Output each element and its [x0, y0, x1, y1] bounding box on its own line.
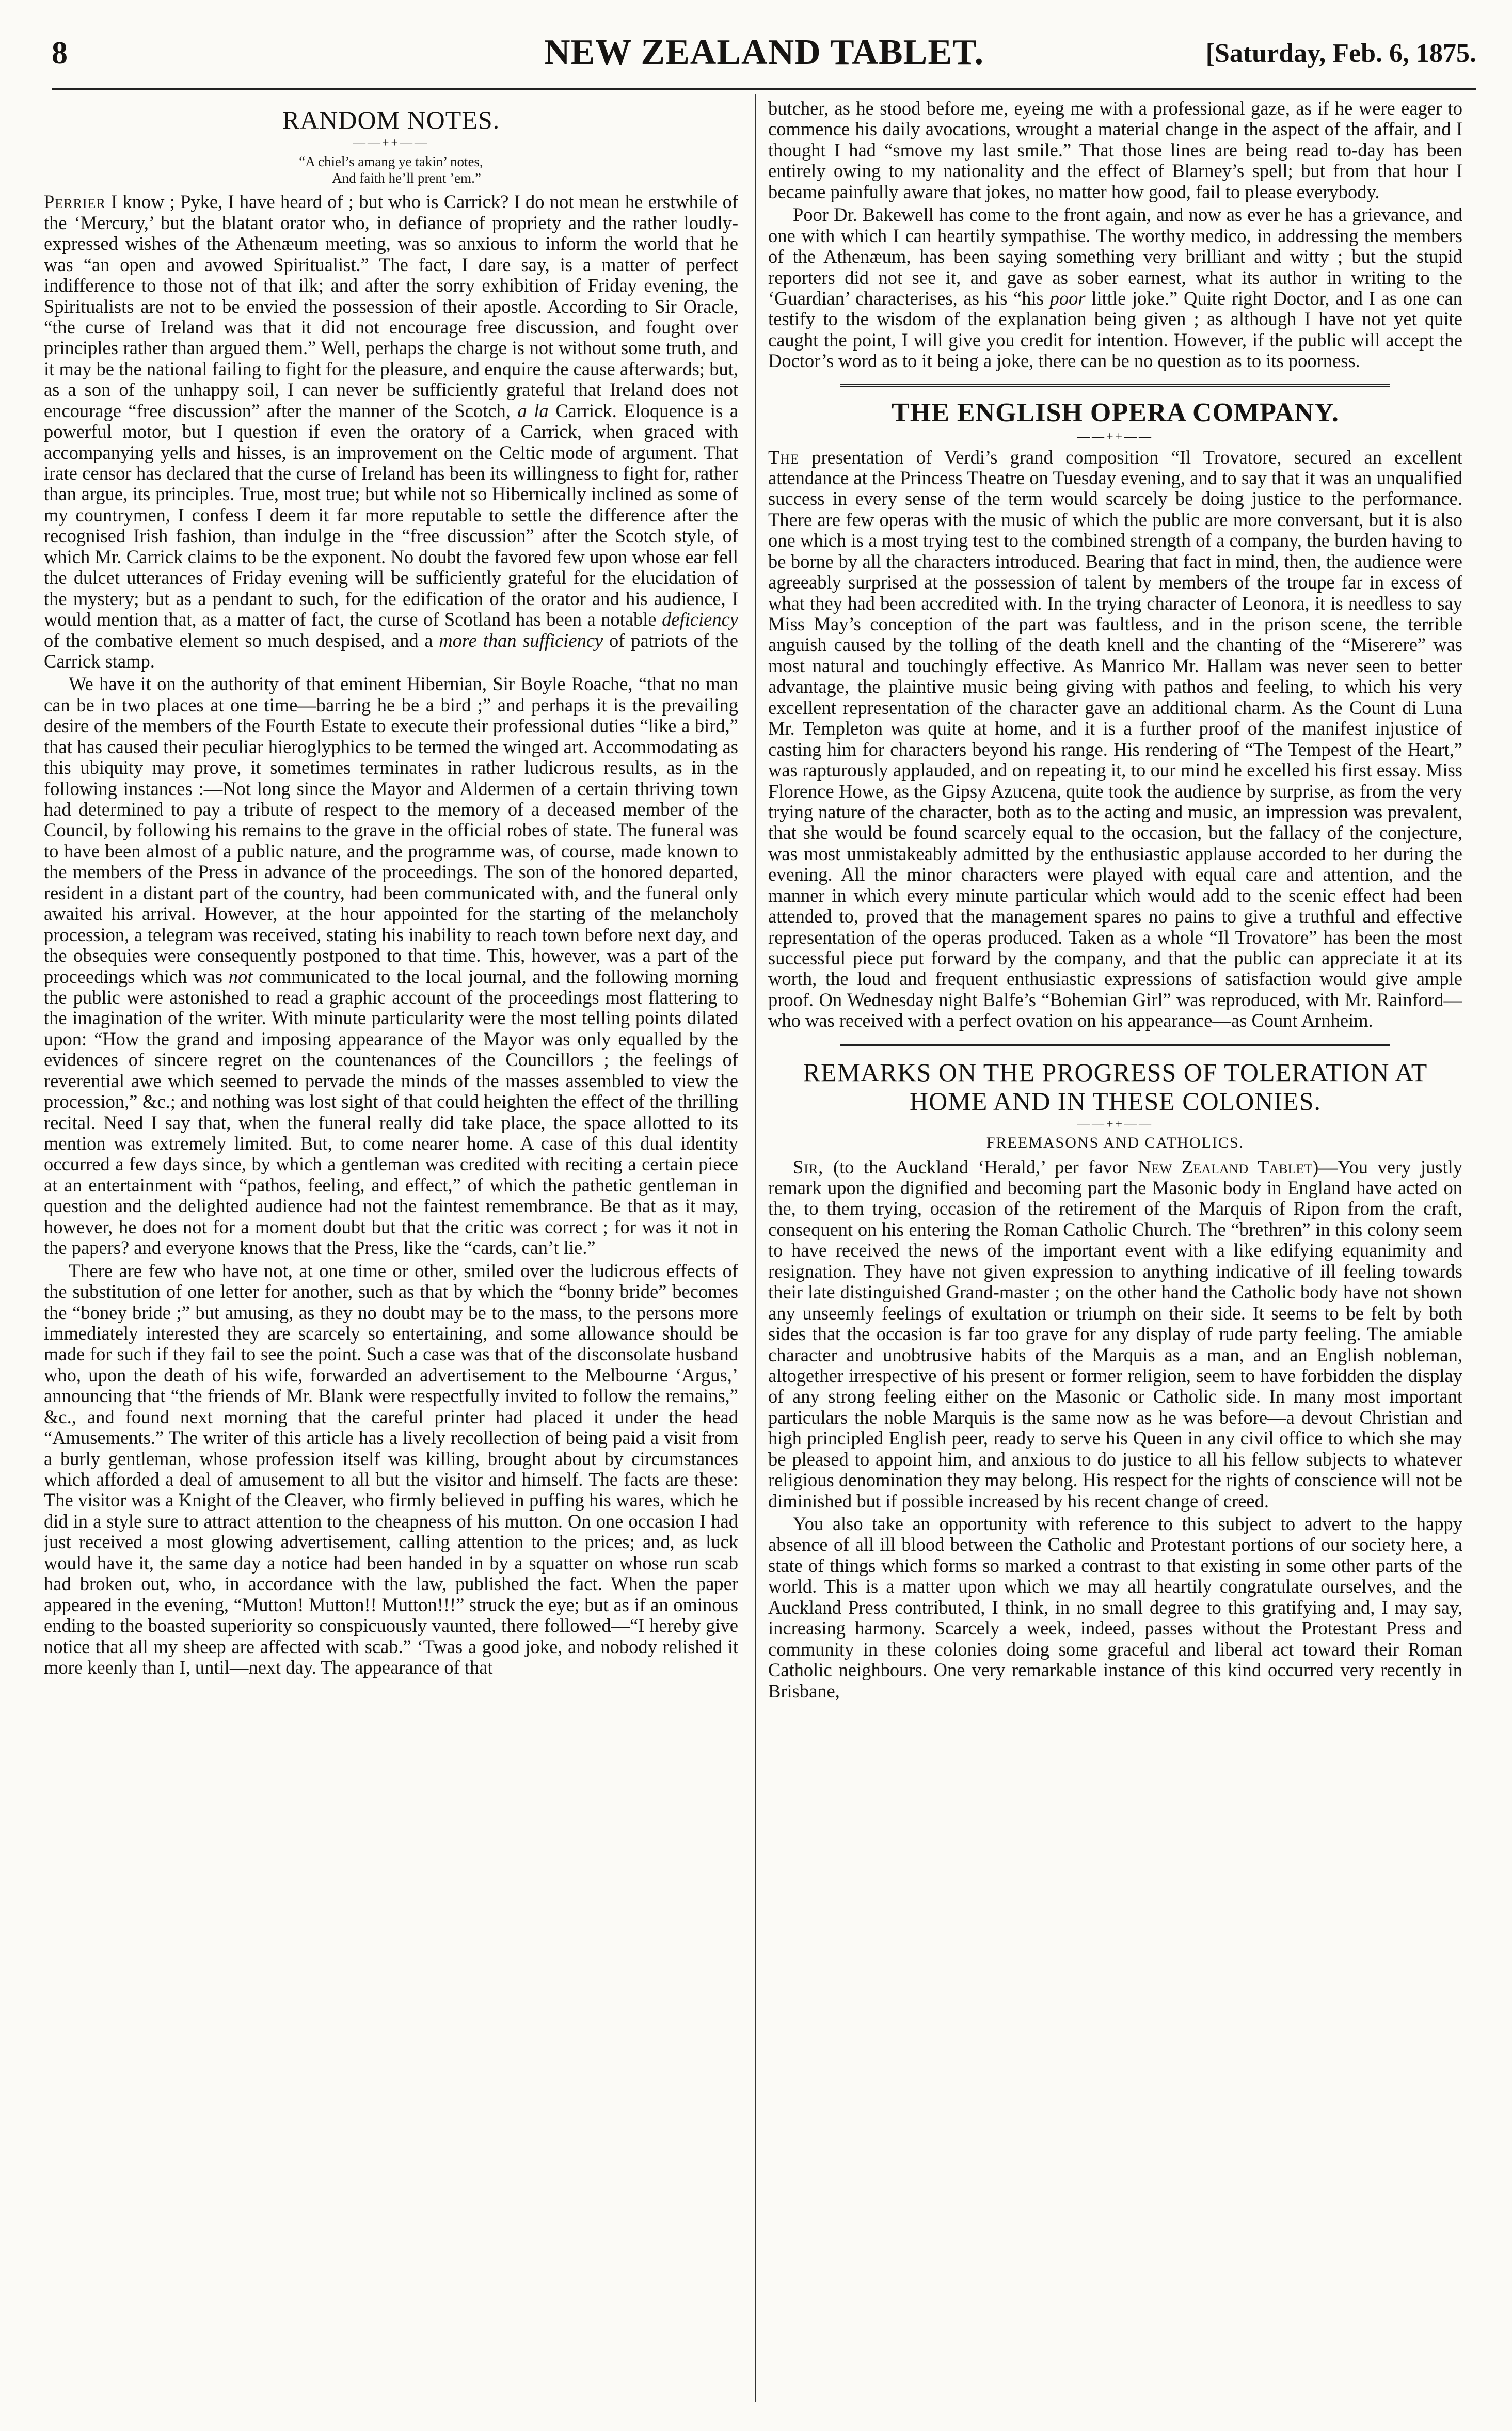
- text-run: communicated to the local journal, and the following morning the public were astonished to read a graphic account of the proceedings most flattering to the imagination of the writer. With minute particularity were the most telling points dilated upon: “How the grand and imposing appearance of the Mayor was only equalled by the evidences of sincere regret on the countenances of the Councillors ; the feelings of reverential awe which seemed to pervade the minds of the masses assembled to view the procession,” &c.; and nothing was lost sight of that could heighten the effect of the thrilling recital. Need I say that, when the funeral really did take place, the space allotted to its mention was extremely limited. But, to come nearer home. A case of this dual identity occurred a few days since, by which a gentleman was credited with reciting a certain piece at an entertainment with “pathos, feeling, and effect,” of which the pathetic gentleman in question and the delighted audience had not the faintest remembrance. Be that as it may, however, he does not for a moment doubt but that the critic was correct ; for was it not in the papers? and everyone knows that the Press, like the “cards, can’t lie.”: [44, 965, 738, 1259]
- paragraph: [44, 192, 738, 672]
- text-run: of the combative element so much despised, and a: [44, 629, 439, 651]
- paragraph: There are few who have not, at one time or other, smiled over the ludicrous effects of the substitution of one letter for another, such as that by which the “bonny bride” becomes the “boney bride ;” but amusing, as they no doubt may be to the mass, to the persons more immediately interested they are scarcely so entertaining, and some allowance should be made for such if they fail to see the point. Such a case was that of the disconsolate husband who, upon the death of his wife, forwarded an advertisement to the Melbourne ‘Argus,’ announcing that “the friends of Mr. Blank were respectfully invited to follow the remains,” &c., and found next morning that the careful printer had placed it under the head “Amusements.” The writer of this article has a lively recollection of being paid a visit from a burly gentleman, whose profession itself was killing, brought about by circumstances which afforded a deal of amusement to all but the visitor and himself. The facts are these: The visitor was a Knight of the Cleaver, who firmly believed in puffing his wares, which he did in a style sure to attract attention to the cheapness of his mutton. On one occasion I had just received a most glowing advertisement, calling attention to the prices; and, as luck would have it, the same day a notice had been handed in by a squatter on whose run scab had broken out, who, in accordance with the law, published the fact. When the paper appeared in the evening, “Mutton! Mutton!! Mutton!!!” struck the eye; but as if an ominous ending to the boasted superiority so conspicuously vaunted, there followed—“I hereby give notice that all my sheep are affected with scab.” ‘Twas a good joke, and nobody relished it more keenly than I, until—next day. The appearance of that: [44, 1260, 738, 1678]
- paragraph: butcher, as he stood before me, eyeing me with a professional gaze, as if he were eager to commence his daily avocations, wrought a material change in the aspect of the affair, and I thought I had “smove my last smile.” That those lines are being read to-day has been entirely owing to my nationality and the effect of Blarney’s spell; but from that hour I became painfully aware that jokes, no matter how good, fail to please everybody.: [768, 98, 1462, 202]
- paragraph: You also take an opportunity with reference to this subject to advert to the happy absence of all ill blood between the Catholic and Protestant portions of our society here, a state of things which forms so marked a contrast to that existing in some other parts of the world. This is a matter upon which we may all heartily congratulate ourselves, and the Auckland Press contributed, I think, in no small degree to this gratifying and, I may say, increasing harmony. Scarcely a week, indeed, passes without the Protestant Press and community in these colonies doing some graceful and liberal act toward their Roman Catholic neighbours. One very remarkable instance of this kind occurred very recently in Brisbane,: [768, 1513, 1462, 1702]
- page-header: [52, 31, 1476, 83]
- text-run: Carrick. Eloquence is a powerful motor, but I question if even the oratory of a Carrick, when graced with accompanying yells and hisses, is an improvement on the Celtic mode of argument. That irate censor has declared that the curse of Ireland has been its willingness to fight for, rather than argue, its principles. True, most true; but while not so Hibernically inclined as some of my countrymen, I confess I deem it far more reputable to settle the difference after the recognised Irish fashion, than indulge in the “free discussion” after the Scotch style, of which Mr. Carrick claims to be the exponent. No doubt the favored few upon whose ear fell the dulcet utterances of Friday evening will be sufficiently grateful for the elucidation of the mystery; but as a pendant to such, for the edification of the orator and his audience, I would mention that, as a matter of fact, the curse of Scotland has been a notable: [44, 400, 738, 630]
- page-number: 8: [52, 36, 68, 71]
- text-run: (to the Auckland ‘Herald,’ per favor: [823, 1156, 1138, 1178]
- text-run: little joke.” Quite right Doctor, and I as one can testify to the wisdom of the explanation being given ; as although I have not yet quite caught the point, I will give you credit for intention. However, if the public will accept the Doctor’s word as to it being a joke, there can be no question as to its poorness.: [768, 287, 1462, 372]
- text-run: )—You very justly remark upon the dignified and becoming part the Masonic body in England have acted on the, to them trying, occasion of the retirement of the Marquis of Ripon from the craft, consequent on his entering the Roman Catholic Church. The “brethren” in this colony seem to have received the news of the important event with a like edifying equanimity and resignation. They have not given expression to anything indicative of ill feeling towards their late distinguished Grand-master ; on the other hand the Catholic body have not shown any unseemly feelings of exultation or triumph on their side. It seems to be felt by both sides that the occasion is far too grave for any display of rude party feeling. The amiable character and unobtrusive habits of the Marquis as a man, and an English nobleman, altogether irrespective of his present or former religion, seem to have forbidden the display of any strong feeling either on the Masonic or Catholic side. In many most important particulars the noble Marquis is the same now as he was before—a devout Christian and high principled English peer, ready to serve his Queen in any civil office to which she may be pleased to appoint him, and anxious to do justice to all his fellow subjects to whatever religious denomination they may belong. His respect for the rights of conscience will not be diminished but if possible increased by his recent change of creed.: [768, 1156, 1462, 1512]
- toleration-subheading: FREEMASONS AND CATHOLICS.: [986, 1134, 1245, 1152]
- lead-word: Perrier: [44, 191, 106, 213]
- epigraph-line: “A chiel’s amang ye takin’ notes,: [299, 153, 483, 169]
- section-ornament: ——++——: [1077, 430, 1154, 443]
- epigraph-line: And faith he’ll prent ’em.”: [332, 170, 481, 186]
- text-run: presentation of Verdi’s grand composition “Il Trovatore, secured an excellent attendance at the Princess Theatre on Tuesday evening, and to say that it was an unqualified success in every sense of the term would scarcely be doing justice to the performance. There are few operas with the music of which the public are more conversant, but it is also one which is a most trying test to the combined strength of a company, the burden having to be borne by all the characters introduced. Bearing that fact in mind, then, the audience were agreeably surprised at the possession of talent by members of the troupe far in excess of what they had been accredited with. In the trying character of Leonora, it is needless to say Miss May’s conception of the part was faultless, and in the prison scene, the terrible anguish caused by the tolling of the death knell and the chanting of the “Miserere” was most natural and touchingly effective. As Manrico Mr. Hallam was never seen to better advantage, the plaintive music being giving with pathos and feeling, to which his very excellent representation of the character gave an additional charm. As the Count di Luna Mr. Templeton was quite at home, and it is a further proof of the manifest injustice of casting him for characters beyond his range. His rendering of “The Tempest of the Heart,” was rapturously applauded, and on repeating it, to our mind he excelled his first essay. Miss Florence Howe, as the Gipsy Azucena, quite took the audience by surprise, as from the very trying nature of the character, both as to the acting and music, an impression was prevalent, that she would be found scarcely equal to the occasion, but the fallacy of the conjecture, was most unmistakeably admitted by the enthusiastic applause accorded to her during the evening. All the minor characters were played with equal care and attention, and the manner in which every minute particular which would add to the scenic effect had been attended to, proved that the management spares no pains to give a truthful and effective representation of the operas produced. Taken as a whole “Il Trovatore” has been the most successful piece put forward by the company, and that the public can appreciate it at its worth, the loud and frequent enthusiastic expressions of satisfaction would give ample proof. On Wednesday night Balfe’s “Bohemian Girl” was reproduced, with Mr. Rainford—who was received with a perfect ovation on his appearance—as Count Arnheim.: [768, 446, 1462, 1031]
- italic-run: poor: [1049, 287, 1086, 309]
- toleration-title: REMARKS ON THE PROGRESS OF TOLERATION AT HOME AND IN THESE COLONIES.: [803, 1057, 1428, 1116]
- paragraph: [44, 674, 738, 1258]
- text-run: I know ; Pyke, I have heard of ; but who is Carrick? I do not mean he erstwhile of the ‘Mercury,’ but the blatant orator who, in defiance of propriety and the rather loudly-expressed wishes of the Athenæum meeting, was so anxious to inform the world that he was “an open and avowed Spiritualist.” The fact, I dare say, is a matter of perfect indifference to those not of that ilk; and after the sorry exhibition of Friday evening, the Spiritualists are not to be envied the possession of their apostle. According to Sir Oracle, “the curse of Ireland was that it did not encourage free discussion, and fought over principles rather than argued them.” Well, perhaps the charge is not without some truth, and it may be the national failing to fight for the pleasure, and enquire the cause afterwards; but, as a son of the unhappy soil, I can never be sufficiently grateful that Ireland does not encourage “free discussion” after the manner of the Scotch,: [44, 191, 738, 421]
- section-ornament: ——++——: [1077, 1117, 1154, 1131]
- column-divider: [755, 94, 756, 2402]
- italic-run: not: [228, 965, 253, 987]
- section-ornament: ——++——: [353, 136, 429, 150]
- lead-word: The: [768, 446, 799, 468]
- random-notes-title: RANDOM NOTES.: [282, 105, 500, 134]
- paragraph: [768, 204, 1462, 372]
- epigraph: [44, 153, 738, 187]
- masthead-title: NEW ZEALAND TABLET.: [544, 33, 984, 72]
- issue-date: [Saturday, Feb. 6, 1875.: [1205, 39, 1476, 68]
- column-right: [768, 98, 1462, 2401]
- text-run: We have it on the authority of that eminent Hibernian, Sir Boyle Roache, “that no man can be in two places at one time—barring he be a bird ;” and perhaps it is the prevailing desire of the members of the Fourth Estate to execute their professional duties “like a bird,” that has caused their peculiar hieroglyphics to be termed the winged art. Accommodating as this ubiquity may prove, it sometimes terminates in rather ludicrous results, as in the following instances :—Not long since the Mayor and Aldermen of a certain thriving town had determined to pay a tribute of respect to the memory of a deceased member of the Council, by following his remains to the grave in the official robes of state. The funeral was to have been almost of a public nature, and the programme was, of course, made known to the members of the Press in advance of the proceedings. The son of the honored departed, resident in a distant part of the country, had been communicated with, and the funeral only awaited his arrival. However, at the hour appointed for the starting of the melancholy procession, a telegram was received, stating his inability to reach town before next day, and the obsequies were consequently postponed to that time. This, however, was a part of the proceedings which was: [44, 673, 738, 987]
- italic-run: a la: [517, 400, 549, 421]
- section-rule: [840, 1044, 1390, 1048]
- column-left: [44, 98, 738, 2401]
- section-rule: [840, 384, 1390, 389]
- opera-title: THE ENGLISH OPERA COMPANY.: [892, 398, 1339, 427]
- paragraph: [768, 1157, 1462, 1512]
- italic-run: deficiency: [662, 609, 738, 630]
- italic-run: more than sufficiency: [439, 629, 603, 651]
- lead-word: Sir,: [793, 1156, 824, 1178]
- small-caps-run: New Zealand Tablet: [1137, 1156, 1313, 1178]
- header-rule: [52, 88, 1476, 90]
- paragraph: [768, 447, 1462, 1031]
- text-run: Poor Dr. Bakewell has come to the front again, and now as ever he has a grievance, and one with which I can heartily sympathise. The worthy medico, in addressing the members of the Athenæum, has been saying something very brilliant and witty ; but the stupid reporters did not see it, and gave as sober earnest, what its author in writing to the ‘Guardian’ characterises, as his “his: [768, 204, 1462, 309]
- text-run: of patriots of the Carrick stamp.: [44, 629, 738, 672]
